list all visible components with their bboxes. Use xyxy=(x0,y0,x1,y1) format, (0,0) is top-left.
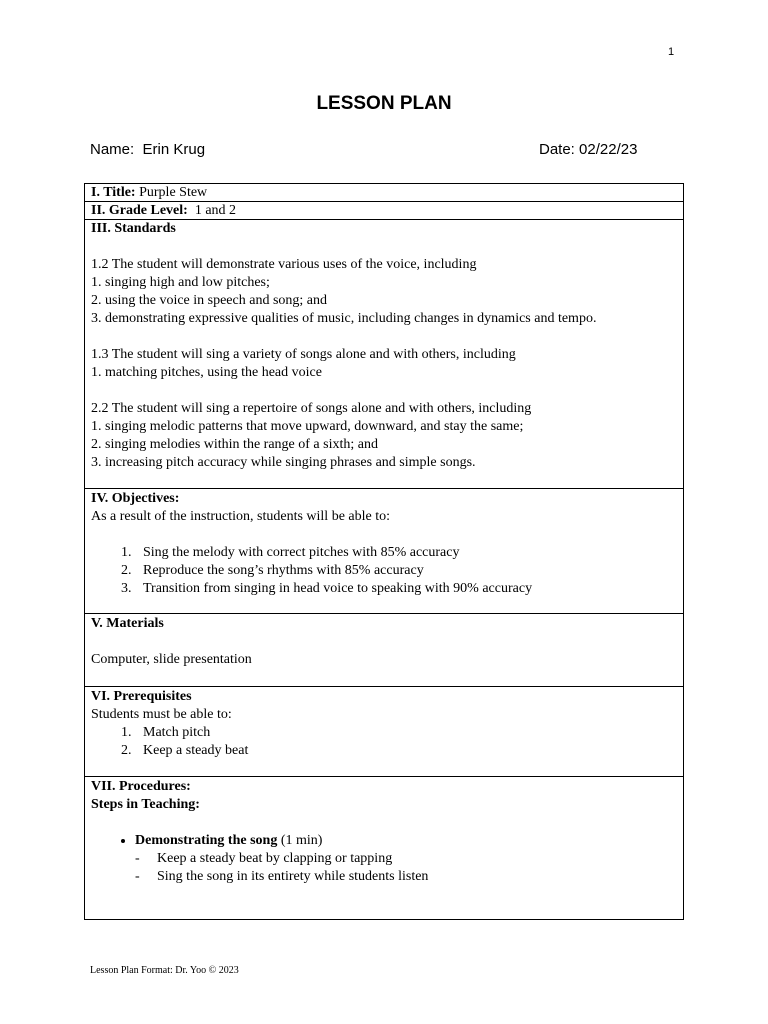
step-title: Demonstrating the song xyxy=(135,833,278,848)
standard-item: 2. singing melodies within the range of a sixth; and xyxy=(91,437,378,452)
section-grade-level xyxy=(85,202,683,220)
standard-item: 1. singing high and low pitches; xyxy=(91,275,270,290)
prerequisites-intro: Students must be able to: xyxy=(91,707,232,722)
list-item xyxy=(135,832,677,886)
list-item: 1. Sing the melody with correct pitches with 85% accuracy xyxy=(135,544,677,562)
standard-item: 1. matching pitches, using the head voice xyxy=(91,365,322,380)
date-label: Date: xyxy=(539,141,575,158)
procedures-sublabel: Steps in Teaching: xyxy=(91,797,200,812)
list-item: 2. Reproduce the song’s rhythms with 85% accuracy xyxy=(135,562,677,580)
list-item: - Keep a steady beat by clapping or tapping xyxy=(157,850,677,868)
standard-intro: 1.3 The student will sing a variety of songs alone and with others, including xyxy=(91,347,516,362)
list-item: 2. Keep a steady beat xyxy=(135,742,677,760)
step-sub-list xyxy=(135,850,677,886)
list-item: 3. Transition from singing in head voice to speaking with 90% accuracy xyxy=(135,580,677,598)
materials-label: V. Materials xyxy=(91,616,164,631)
grade-label: II. Grade Level: xyxy=(91,203,188,218)
materials-text: Computer, slide presentation xyxy=(91,652,252,667)
step-time: (1 min) xyxy=(280,833,323,848)
page-title: LESSON PLAN xyxy=(316,93,452,114)
name-value: Erin Krug xyxy=(142,141,206,158)
date-value: 02/22/23 xyxy=(579,141,638,158)
procedures-label: VII. Procedures: xyxy=(91,779,191,794)
prerequisites-label: VI. Prerequisites xyxy=(91,689,192,704)
section-objectives xyxy=(85,489,683,614)
procedure-steps xyxy=(91,832,677,886)
standard-intro: 2.2 The student will sing a repertoire of songs alone and with others, including xyxy=(91,401,532,416)
grade-value: 1 and 2 xyxy=(194,203,237,218)
section-title xyxy=(85,184,683,202)
section-procedures xyxy=(85,777,683,886)
objectives-list xyxy=(91,544,677,598)
page-number: 1 xyxy=(668,46,675,58)
standard-intro: 1.2 The student will demonstrate various uses of the voice, including xyxy=(91,257,477,272)
standard-item: 2. using the voice in speech and song; and xyxy=(91,293,328,308)
section-standards xyxy=(85,220,683,489)
prerequisites-list xyxy=(91,724,677,760)
name-label: Name: xyxy=(90,141,135,158)
title-label: I. Title: xyxy=(91,185,136,200)
standard-item: 3. increasing pitch accuracy while singing phrases and simple songs. xyxy=(91,455,476,470)
objectives-intro: As a result of the instruction, students will be able to: xyxy=(91,509,391,524)
date-line xyxy=(539,141,637,158)
footer-note: Lesson Plan Format: Dr. Yoo © 2023 xyxy=(90,965,239,976)
standard-item: 1. singing melodic patterns that move upward, downward, and stay the same; xyxy=(91,419,524,434)
name-line xyxy=(90,141,205,158)
section-prerequisites xyxy=(85,687,683,777)
section-materials xyxy=(85,614,683,687)
objectives-label: IV. Objectives: xyxy=(91,491,180,506)
standards-label: III. Standards xyxy=(91,221,176,236)
lesson-plan-table xyxy=(84,183,684,920)
list-item: 1. Match pitch xyxy=(135,724,677,742)
list-item: - Sing the song in its entirety while students listen xyxy=(157,868,677,886)
standard-item: 3. demonstrating expressive qualities of music, including changes in dynamics and tempo. xyxy=(91,311,597,326)
title-value: Purple Stew xyxy=(139,185,208,200)
